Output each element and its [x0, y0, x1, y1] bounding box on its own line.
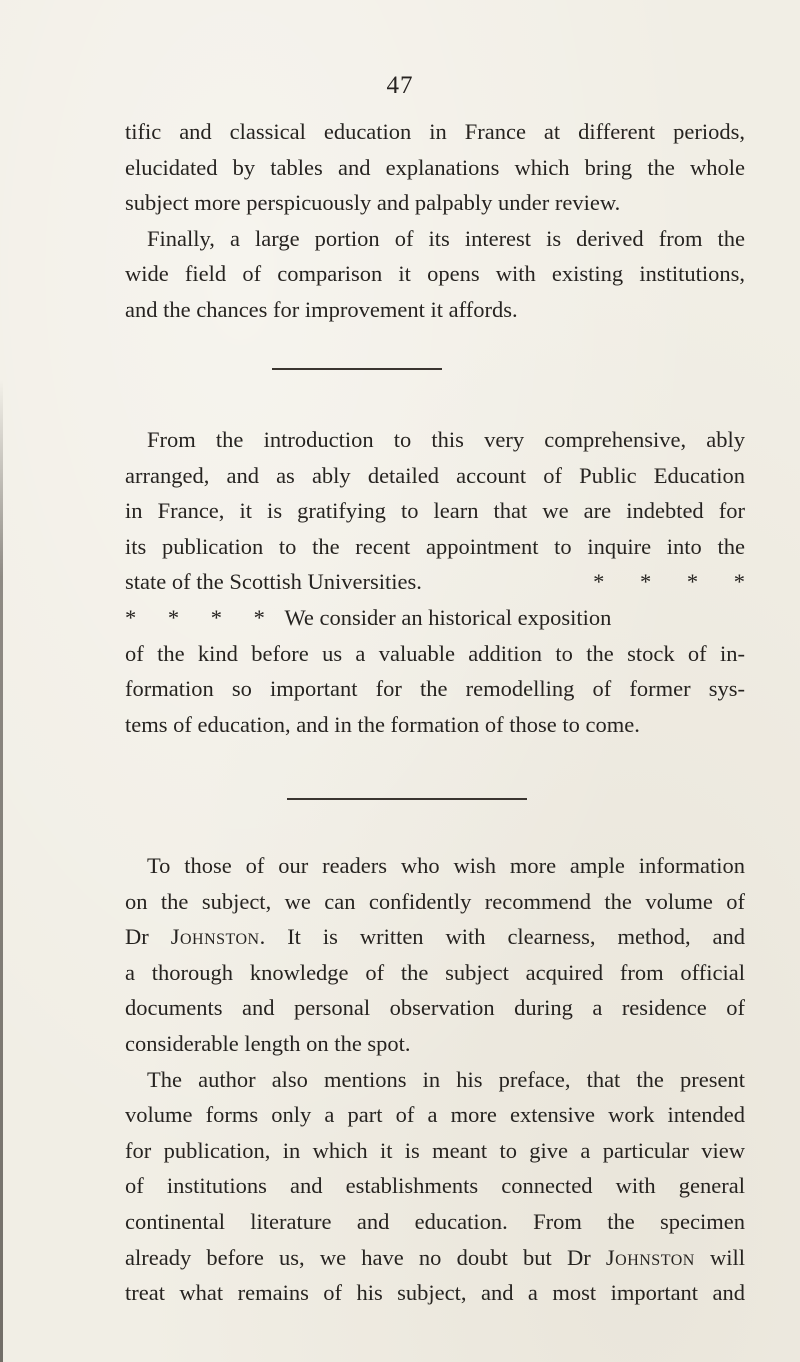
text-line: in France, it is gratifying to learn that we are indebted for — [125, 498, 745, 524]
section-2-text — [125, 422, 745, 742]
text-line: of the kind before us a valuable addition to the stock of in- — [125, 640, 745, 666]
page-number: 47 — [386, 72, 414, 99]
line-text: will — [694, 1244, 745, 1270]
section-3-text — [125, 848, 745, 1311]
text-line: wide field of comparison it opens with existing institutions, — [125, 261, 745, 287]
text-line: on the subject, we can confidently recommend the volume of — [125, 888, 745, 914]
line-text: . It is written with clearness, method, and — [259, 924, 746, 950]
text-line: for publication, in which it is meant to give a particular view — [125, 1137, 745, 1163]
author-name: Johnston — [605, 1244, 695, 1270]
text-line: treat what remains of his subject, and a most important and — [125, 1280, 745, 1306]
text-line: and the chances for improvement it affords. — [125, 296, 518, 322]
text-line: The author also mentions in his preface, that the present — [147, 1066, 745, 1092]
section-divider — [272, 368, 442, 370]
text-line — [125, 919, 745, 955]
text-line: documents and personal observation during a residence of — [125, 995, 745, 1021]
text-line: From the introduction to this very comprehensive, ably — [147, 427, 745, 452]
text-line: subject more perspicuously and palpably under review. — [125, 190, 621, 216]
text-line — [125, 1240, 745, 1276]
text-line — [125, 564, 745, 600]
text-line: considerable length on the spot. — [125, 1030, 411, 1056]
text-line: elucidated by tables and explanations which bring the whole — [125, 154, 745, 180]
text-line: tems of education, and in the formation of those to come. — [125, 711, 640, 737]
text-line: of institutions and establishments connected with general — [125, 1173, 745, 1199]
text-line: a thorough knowledge of the subject acquired from official — [125, 959, 745, 985]
author-name: Johnston — [170, 924, 260, 950]
text-line: formation so important for the remodelling of former sys- — [125, 676, 745, 702]
text-line: Finally, a large portion of its interest is derived from the — [147, 225, 745, 251]
section-divider — [287, 798, 527, 800]
page-edge-shadow — [0, 380, 3, 1362]
text-line: tific and classical education in France at different periods, — [125, 119, 745, 144]
line-text: state of the Scottish Universities. — [125, 569, 422, 595]
text-line: its publication to the recent appointment to inquire into the — [125, 533, 745, 559]
text-line: volume forms only a part of a more extensive work intended — [125, 1102, 745, 1128]
section-1-text — [125, 114, 745, 328]
line-text: already before us, we have no doubt but Dr — [125, 1244, 591, 1270]
asterisk-ellipsis: * * * * — [125, 604, 265, 630]
line-text: Dr — [125, 924, 149, 950]
text-line: To those of our readers who wish more ample information — [147, 853, 745, 878]
line-text: We consider an historical exposition — [284, 604, 612, 630]
text-line: arranged, and as ably detailed account of Public Education — [125, 462, 745, 488]
text-line — [125, 600, 745, 636]
asterisk-ellipsis: * * * * — [593, 569, 745, 595]
text-line: continental literature and education. From the specimen — [125, 1208, 745, 1234]
